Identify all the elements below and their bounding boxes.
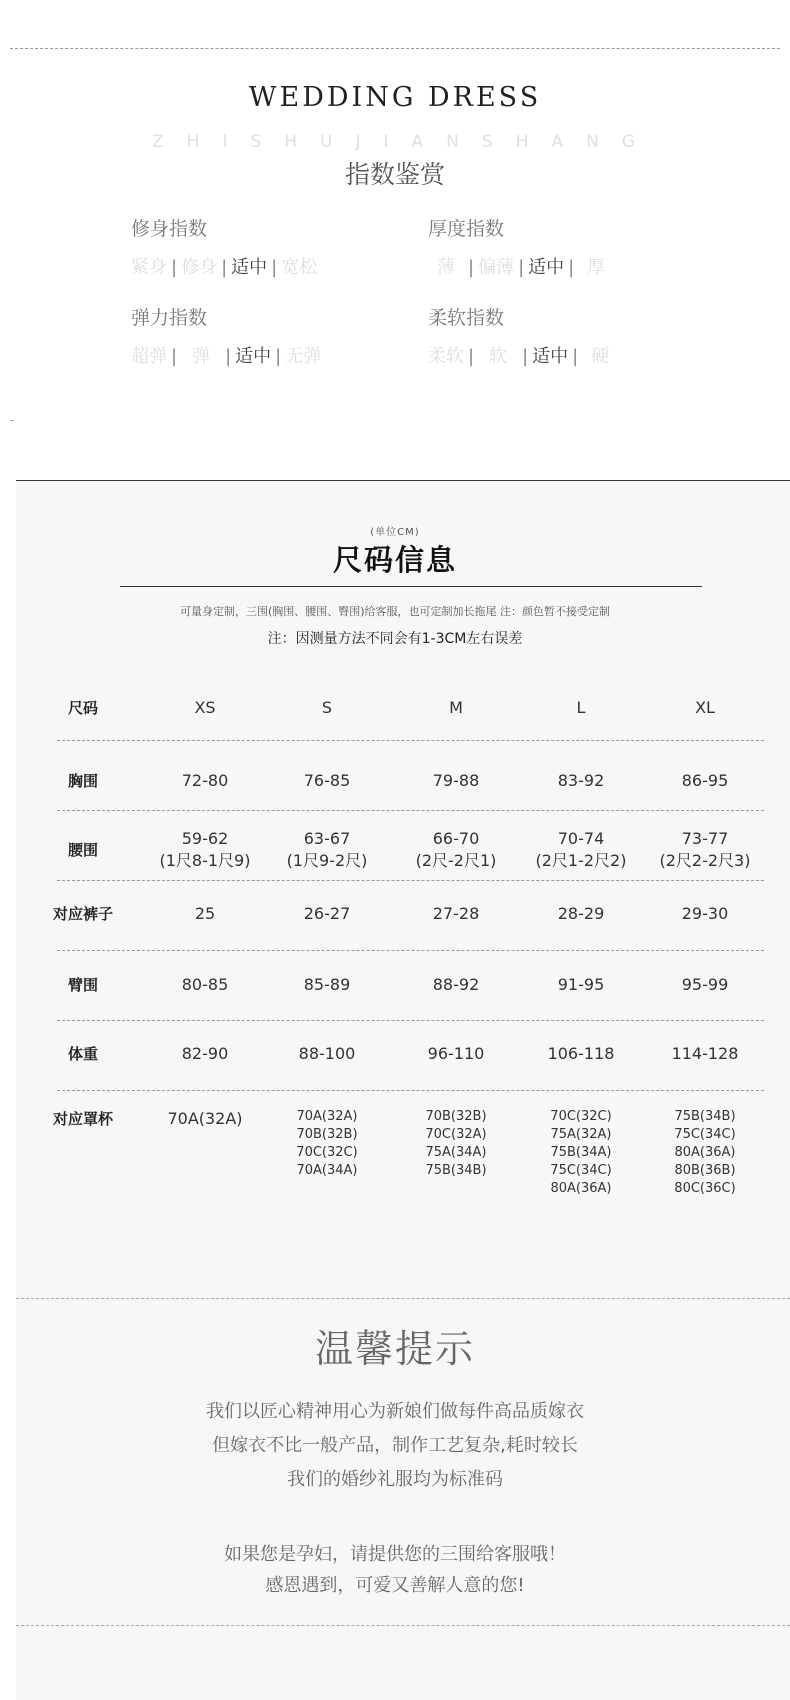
index-label: 柔软指数 (428, 307, 505, 329)
index-elasticity (131, 303, 321, 368)
row-divider (57, 880, 764, 881)
row-label: 臂围 (67, 976, 98, 994)
english-title: WEDDING DRESS (248, 82, 542, 113)
table-cell: 91-95 (557, 975, 605, 994)
table-cell: 96-110 (427, 1044, 485, 1063)
warm-tip-line: 但嫁衣不比一般产品，制作工艺复杂,耗时较长 (212, 1435, 578, 1456)
row-label: 腰围 (67, 841, 98, 859)
table-cell: 27-28 (432, 904, 480, 923)
tiny-mark (10, 420, 14, 421)
index-option: 紧身 (131, 257, 167, 278)
title-underline (120, 586, 702, 587)
row-divider (57, 740, 764, 741)
warm-tip-line: 如果您是孕妇，请提供您的三围给客服哦！ (224, 1544, 566, 1565)
warm-tip-line: 我们的婚纱礼服均为标准码 (287, 1469, 503, 1490)
top-dashed-divider (10, 48, 780, 49)
table-cell: 88-92 (432, 975, 480, 994)
index-options: 紧身 | 修身 | 适中 | 宽松 (131, 257, 318, 278)
warm-tips-title: 温馨提示 (314, 1327, 475, 1371)
row-divider (57, 1090, 764, 1091)
table-cell: 83-92 (557, 771, 605, 790)
row-label: 胸围 (67, 772, 98, 790)
size-info-title: 尺码信息 (332, 543, 457, 577)
size-column-header: M (449, 698, 463, 717)
row-divider (57, 810, 764, 811)
warm-tips-bottom-divider (16, 1625, 790, 1626)
index-option-active: 适中 (235, 346, 272, 367)
index-softness (428, 303, 618, 368)
chinese-subtitle: 指数鉴赏 (344, 160, 445, 189)
table-cell: 79-88 (432, 771, 480, 790)
index-options: 超弹 | 弹 | 适中 | 无弹 (131, 342, 321, 368)
index-option: 柔软 (428, 346, 464, 367)
index-option: 弹 (192, 346, 211, 367)
index-option: 厚 (587, 257, 606, 278)
table-cell: 72-80 (181, 771, 229, 790)
table-cell: 70C(32C) 75A(32A) 75B(34A) 75C(34C) 80A(36A) (550, 1109, 612, 1196)
size-header-label: 尺码 (67, 699, 98, 717)
table-cell: 75B(34B) 75C(34C) 80A(36A) 80B(36B) 80C(36C) (674, 1109, 736, 1196)
index-option: 偏薄 (478, 257, 515, 278)
index-option: 宽松 (281, 257, 318, 278)
index-option-active: 适中 (231, 257, 268, 278)
unit-label: (单位CM) (370, 527, 420, 538)
index-fit (131, 214, 317, 279)
row-divider (57, 950, 764, 951)
table-cell: 70A(32A) (167, 1109, 243, 1128)
warm-tip-line: 感恩遇到，可爱又善解人意的您! (265, 1575, 525, 1596)
warm-tip-line: 我们以匠心精神用心为新娘们做每件高品质嫁衣 (206, 1401, 584, 1422)
table-cell: 82-90 (181, 1044, 229, 1063)
index-options: 薄 | 偏薄 | 适中 | 厚 (428, 253, 614, 279)
table-cell: 80-85 (181, 975, 229, 994)
index-label: 厚度指数 (428, 218, 505, 240)
row-label: 体重 (67, 1045, 98, 1063)
table-cell: 86-95 (681, 771, 729, 790)
index-option: 硬 (591, 346, 610, 367)
index-option: 薄 (437, 257, 455, 278)
table-cell: 88-100 (298, 1044, 356, 1063)
table-cell: 95-99 (681, 975, 729, 994)
index-thickness (428, 214, 614, 279)
table-cell: 76-85 (303, 771, 351, 790)
pinyin-subtitle: ZHISHUJIANSHANG (152, 132, 658, 152)
table-cell: 63-67 (1尺9-2尺) (286, 829, 368, 870)
size-column-header: XS (194, 698, 216, 717)
table-cell: 26-27 (303, 904, 351, 923)
table-cell: 70A(32A) 70B(32B) 70C(32C) 70A(34A) (296, 1109, 358, 1178)
index-option: 无弹 (285, 346, 322, 367)
measurement-note: 注：因测量方法不同会有1-3CM左右误差 (267, 631, 523, 647)
row-label: 对应裤子 (52, 905, 113, 923)
index-option: 超弹 (131, 346, 167, 367)
table-cell: 29-30 (681, 904, 729, 923)
table-cell: 66-70 (2尺-2尺1) (415, 829, 497, 870)
table-cell: 70-74 (2尺1-2尺2) (535, 829, 627, 870)
table-cell: 73-77 (2尺2-2尺3) (659, 829, 751, 870)
table-cell: 85-89 (303, 975, 351, 994)
table-cell: 70B(32B) 70C(32A) 75A(34A) 75B(34B) (425, 1109, 487, 1178)
index-options: 柔软 | 软 | 适中 | 硬 (428, 342, 618, 368)
table-cell: 59-62 (1尺8-1尺9) (159, 829, 251, 870)
row-label: 对应罩杯 (52, 1110, 113, 1128)
size-column-header: L (576, 698, 586, 717)
index-option: 软 (489, 346, 508, 367)
table-cell: 25 (194, 904, 216, 923)
index-option-active: 适中 (532, 346, 569, 367)
customization-note: 可量身定制，三围(胸围、腰围、臀围)给客服，也可定制加长拖尾 注：颜色暂不接受定制 (179, 605, 611, 618)
table-cell: 114-128 (671, 1044, 739, 1063)
table-cell: 106-118 (547, 1044, 615, 1063)
table-cell: 28-29 (557, 904, 605, 923)
index-label: 弹力指数 (131, 307, 208, 329)
warm-tips-top-divider (16, 1298, 790, 1299)
index-option-active: 适中 (528, 257, 565, 278)
index-label: 修身指数 (131, 218, 208, 240)
size-column-header: XL (695, 698, 715, 717)
size-column-header: S (321, 698, 333, 717)
row-divider (57, 1020, 764, 1021)
index-option: 修身 (181, 257, 218, 278)
